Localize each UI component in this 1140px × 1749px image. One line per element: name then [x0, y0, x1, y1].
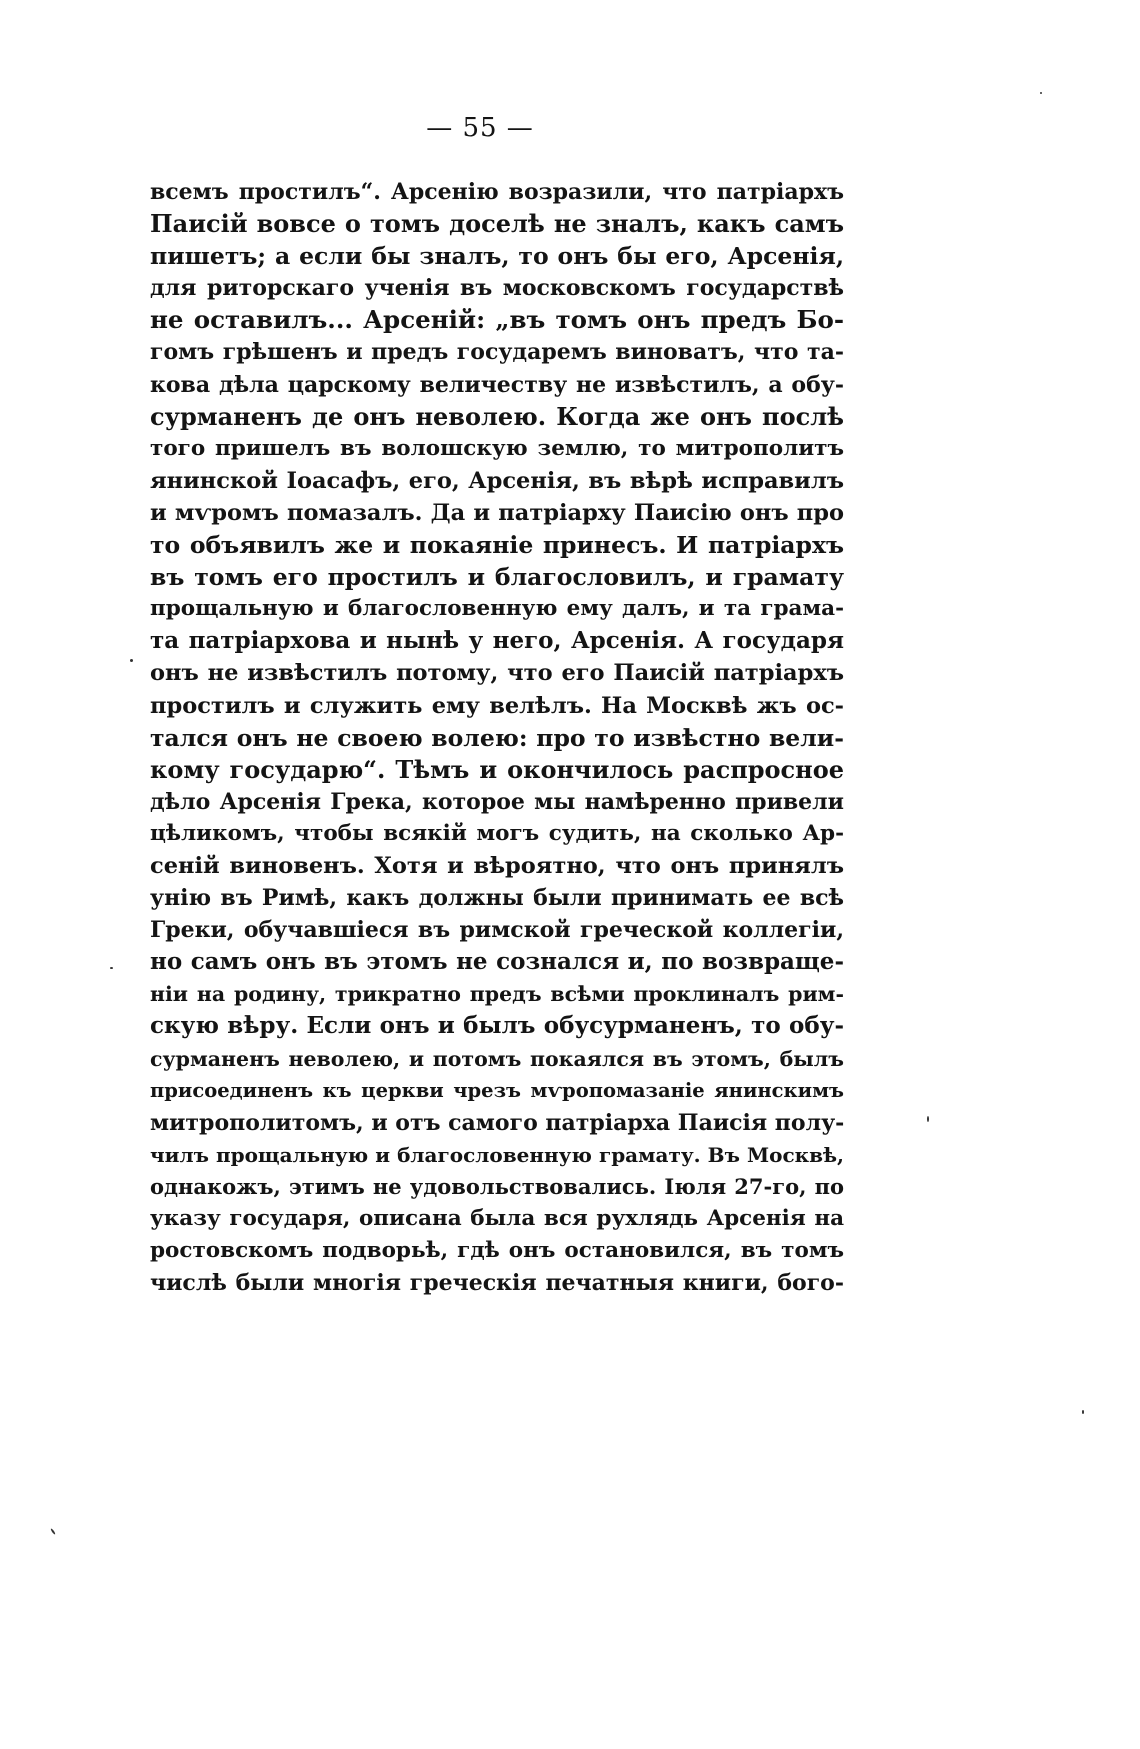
text-line: въ томъ его простилъ и благословилъ, и грамату: [150, 563, 844, 592]
text-line: не оставилъ... Арсеній: „въ томъ онъ предъ Бо-: [150, 305, 844, 335]
text-line: указу государя, описана была вся рухлядь Арсенія на: [150, 1206, 844, 1231]
text-line: чилъ прощальную и благословенную грамату. Въ Москвѣ,: [150, 1142, 844, 1167]
scan-speck: [130, 659, 133, 662]
text-line: цѣликомъ, чтобы всякій могъ судить, на сколько Ар-: [150, 820, 844, 846]
text-line: того пришелъ въ волошскую землю, то митрополитъ: [150, 435, 844, 461]
text-line: скую вѣру. Если онъ и былъ обусурманенъ, то обу-: [150, 1012, 844, 1040]
text-line: янинской Іоасафъ, его, Арсенія, въ вѣрѣ исправилъ: [150, 467, 844, 494]
text-line: пишетъ; а если бы зналъ, то онъ бы его, Арсенія,: [150, 242, 844, 271]
text-line: Паисій вовсе о томъ доселѣ не зналъ, какъ самъ: [150, 209, 844, 239]
text-line: митрополитомъ, и отъ самого патріарха Паисія полу-: [150, 1109, 844, 1136]
text-line: онъ не извѣстилъ потому, что его Паисій патріархъ: [150, 660, 844, 687]
scan-speck: [927, 1116, 929, 1122]
text-line: тался онъ не своею волею: про то извѣстно вели-: [150, 723, 844, 752]
text-line: кова дѣла царскому величеству не извѣстилъ, а обу-: [150, 371, 844, 398]
scan-speck: [1040, 92, 1042, 94]
text-line: для риторскаго ученія въ московскомъ государствѣ: [150, 275, 844, 302]
text-line: гомъ грѣшенъ и предъ государемъ виноватъ, что та-: [150, 339, 844, 366]
text-line: Греки, обучавшіеся въ римской греческой коллегіи,: [150, 917, 844, 944]
text-line: то объявилъ же и покаяніе принесъ. И патріархъ: [150, 531, 844, 560]
text-line: и мѵромъ помазалъ. Да и патріарху Паисію онъ про: [150, 499, 844, 526]
text-line: унію въ Римѣ, какъ должны были принимать ее всѣ: [150, 885, 844, 912]
text-line: числѣ были многія греческія печатныя книги, бого-: [150, 1270, 844, 1297]
body-text: [150, 176, 844, 1299]
text-line: всемъ простилъ“. Арсенію возразили, что патріархъ: [150, 179, 844, 205]
text-line: однакожъ, этимъ не удовольствовались. Іюля 27-го, по: [150, 1173, 844, 1199]
text-line: простилъ и служить ему велѣлъ. На Москвѣ жъ ос-: [150, 692, 844, 719]
text-line: сеній виновенъ. Хотя и вѣроятно, что онъ принялъ: [150, 852, 844, 879]
text-line: ніи на родину, трикратно предъ всѣми проклиналъ рим-: [150, 982, 844, 1007]
text-line: присоединенъ къ церкви чрезъ мѵропомазаніе янинскимъ: [150, 1078, 844, 1102]
page-number: — 55 —: [426, 113, 534, 143]
scan-speck: [110, 967, 113, 969]
text-line: кому государю“. Тѣмъ и окончилось распросное: [150, 754, 844, 784]
text-line: сурманенъ де онъ неволею. Когда же онъ послѣ: [150, 401, 844, 431]
text-line: сурманенъ неволею, и потомъ покаялся въ этомъ, былъ: [150, 1046, 844, 1071]
scan-speck: [1082, 1410, 1084, 1414]
text-line: дѣло Арсенія Грека, которое мы намѣренно привели: [150, 788, 844, 815]
text-line: ростовскомъ подворьѣ, гдѣ онъ остановился, въ томъ: [150, 1238, 844, 1264]
text-line: прощальную и благословенную ему далъ, и та грама-: [150, 596, 844, 622]
text-line: та патріархова и нынѣ у него, Арсенія. А государя: [150, 627, 844, 655]
scan-speck: [50, 1528, 56, 1535]
text-line: но самъ онъ въ этомъ не сознался и, по возвраще-: [150, 948, 844, 976]
